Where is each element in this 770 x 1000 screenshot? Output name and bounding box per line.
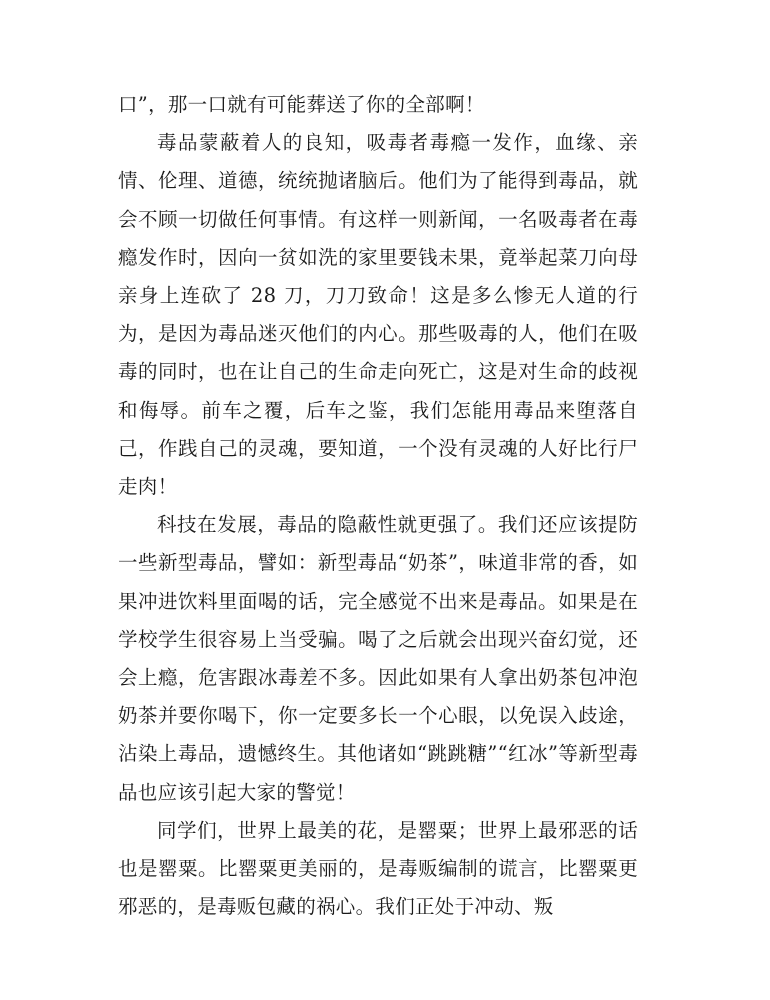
paragraph-poppy: 同学们，世界上最美的花，是罂粟；世界上最邪恶的话也是罂粟。比罂粟更美丽的，是毒贩编制的谎言，比罂粟更邪恶的，是毒贩包藏的祸心。我们正处于冲动、叛	[118, 818, 638, 919]
paragraph-drug-conscience: 毒品蒙蔽着人的良知，吸毒者毒瘾一发作，血缘、亲情、伦理、道德，统统抛诸脑后。他们为了能得到毒品，就会不顾一切做任何事情。有这样一则新闻，一名吸毒者在毒瘾发作时，因向一贫如洗的家里要钱未果，竟举起菜刀向母亲身上连砍了 28 刀，刀刀致命！这是多么惨无人道的行为，是因为毒品迷灭他们的内心。那些吸毒的人，他们在吸毒的同时，也在让自己的生命走向死亡，这是对生命的歧视和侮辱。前车之覆，后车之鉴，我们怎能用毒品来堕落自己，作践自己的灵魂，要知道，一个没有灵魂的人好比行尸走肉！	[118, 131, 638, 499]
document-body	[118, 86, 638, 926]
paragraph-continuation: 口”，那一口就有可能葬送了你的全部啊！	[118, 93, 485, 116]
paragraph-new-drugs: 科技在发展，毒品的隐蔽性就更强了。我们还应该提防一些新型毒品，譬如：新型毒品“奶茶”，味道非常的香，如果冲进饮料里面喝的话，完全感觉不出来是毒品。如果是在学校学生很容易上当受骗。喝了之后就会出现兴奋幻觉，还会上瘾，危害跟冰毒差不多。因此如果有人拿出奶茶包冲泡奶茶并要你喝下，你一定要多长一个心眼，以免误入歧途，沾染上毒品，遗憾终生。其他诸如“跳跳糖”“红冰”等新型毒品也应该引起大家的警觉！	[118, 513, 638, 804]
